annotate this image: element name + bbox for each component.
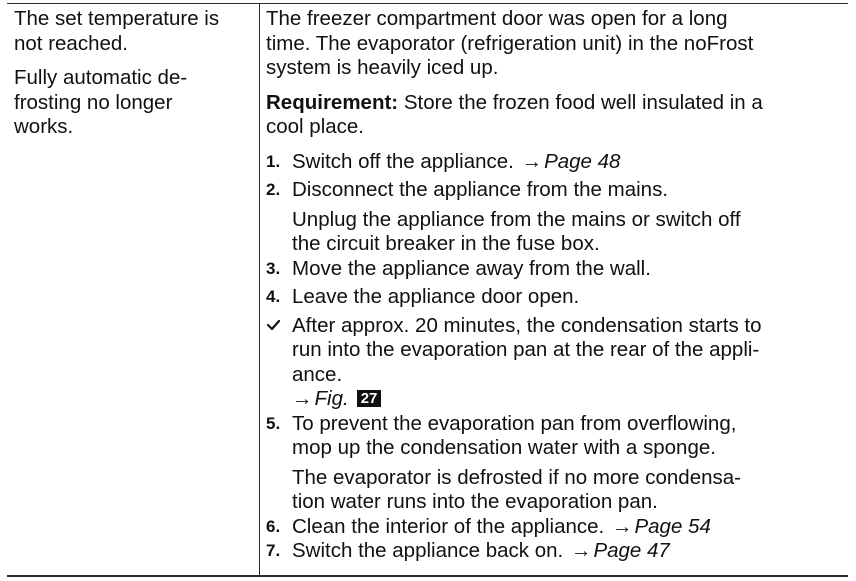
page-reference-link[interactable]: Page 48 [544, 149, 621, 173]
procedure-steps [266, 150, 846, 564]
step-text: Clean the interior of the appliance. [292, 514, 605, 538]
requirement-text [266, 91, 846, 140]
step-text: Move the appliance away from the wall. [292, 256, 651, 280]
step-number: 4. [266, 287, 281, 306]
arrow-icon: → [611, 514, 633, 538]
step-number: 3. [266, 258, 281, 278]
remedy-column [266, 7, 846, 564]
step-text: Leave the appliance door open. [292, 285, 580, 308]
troubleshooting-table [7, 3, 848, 577]
figure-number-badge[interactable]: 27 [357, 390, 382, 407]
fault-column [14, 7, 254, 150]
cause-text: The freezer compartment door was open for a long time. The evaporator (refrigeration unit) in the noFrost system is heavily iced up. [266, 7, 754, 79]
step-note: The evaporator is defrosted if no more condensa- tion water runs into the evaporation pan. [292, 465, 741, 513]
step-text: Disconnect the appliance from the mains. [292, 178, 669, 201]
step-7 [266, 539, 846, 564]
step-5 [266, 412, 846, 515]
step-text: Switch off the appliance. [292, 149, 514, 173]
step-4 [266, 285, 846, 310]
arrow-icon: → [570, 539, 592, 562]
figure-reference [292, 387, 846, 412]
step-text: After approx. 20 minutes, the condensation starts to run into the evaporation pan at the rear of the appli- ance. [292, 313, 762, 386]
step-text: Switch the appliance back on. [292, 539, 564, 562]
figure-reference-link[interactable]: Fig. [314, 387, 349, 410]
step-text: To prevent the evaporation pan from overflowing, mop up the condensation water with a sponge. [292, 411, 737, 459]
step-number: 7. [266, 541, 281, 560]
fault-text-temperature: The set temperature is not reached. [14, 7, 220, 55]
page-reference-link[interactable]: Page 47 [593, 539, 670, 562]
fault-text-defrosting: Fully automatic de- frosting no longer works. [14, 66, 188, 138]
step-number: 1. [266, 151, 281, 171]
checkmark-icon [266, 316, 282, 334]
step-1 [266, 150, 846, 175]
step-2 [266, 178, 846, 257]
step-note: Unplug the appliance from the mains or switch off the circuit breaker in the fuse box. [292, 207, 741, 255]
arrow-icon: → [521, 149, 543, 173]
page-reference-link[interactable]: Page 54 [634, 514, 711, 538]
requirement-body: Store the frozen food well insulated in a cool place. [266, 90, 763, 138]
step-number: 2. [266, 180, 281, 199]
step-result [266, 314, 846, 412]
requirement-label: Requirement: [266, 90, 399, 114]
step-number: 5. [266, 413, 281, 433]
column-divider [259, 4, 260, 575]
step-6 [266, 515, 846, 540]
arrow-icon: → [292, 387, 313, 410]
step-number: 6. [266, 516, 281, 536]
step-3 [266, 257, 846, 282]
